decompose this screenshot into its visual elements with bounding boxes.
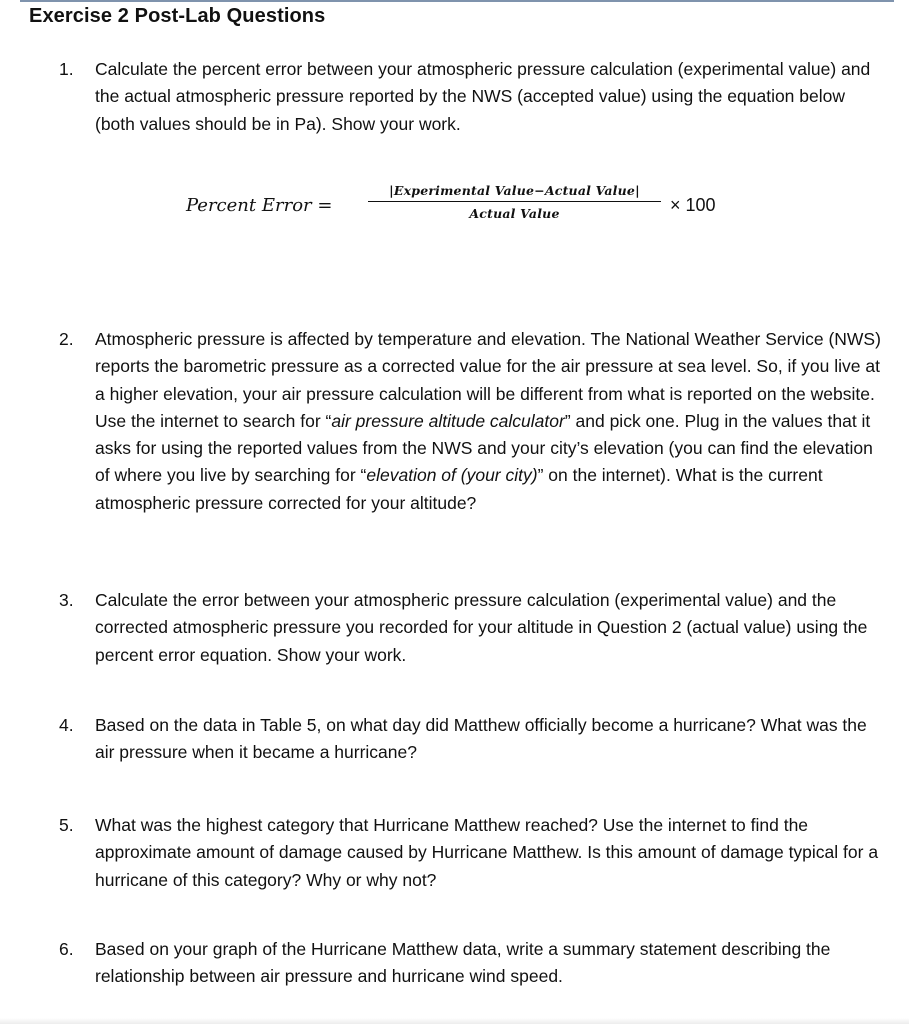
question-6 bbox=[59, 936, 889, 991]
formula-denominator: Actual Value bbox=[469, 206, 560, 221]
question-text bbox=[95, 326, 889, 517]
top-rule bbox=[20, 0, 894, 2]
question-text-segment: Atmospheric pressure is affected by temperature and elevation. The National Weather Service (NWS) reports the barometric pressure as a corrected value for the air pressure at sea level. So, if you live at a higher elevation, your air pressure calculation will be different from what is reported on the website. Use the internet to search for “ bbox=[95, 329, 881, 431]
question-number: 4. bbox=[59, 715, 74, 735]
question-text-italic: elevation of (your city) bbox=[366, 465, 538, 486]
question-text-segment: Based on the data in Table 5, on what day did Matthew officially become a hurricane? What was the air pressure when it became a hurricane? bbox=[95, 715, 867, 763]
question-text-segment: Calculate the percent error between your atmospheric pressure calculation (experimental value) and the actual atmospheric pressure reported by the NWS (accepted value) using the equation below (both values should be in Pa). Show your work. bbox=[95, 59, 871, 134]
question-text bbox=[95, 936, 889, 991]
question-5 bbox=[59, 812, 889, 894]
question-4 bbox=[59, 712, 889, 767]
question-text-italic: air pressure altitude calculator bbox=[331, 410, 565, 431]
question-3 bbox=[59, 587, 889, 669]
formula-numerator: |Experimental Value−Actual Value| bbox=[368, 183, 661, 202]
question-text-segment: What was the highest category that Hurricane Matthew reached? Use the internet to find the approximate amount of damage caused by Hurricane Matthew. Is this amount of damage typical for a hurricane of this category? Why or why not? bbox=[95, 815, 879, 890]
question-text-segment: ” and pick one. Plug in the values that it asks for using the reported values from the NWS and your city’s elevation (you can find the elevation of where you live by searching for “ bbox=[95, 410, 873, 486]
formula-lhs: Percent Error = bbox=[186, 195, 333, 216]
question-text bbox=[95, 587, 889, 669]
formula-fraction bbox=[368, 183, 661, 221]
question-text bbox=[95, 712, 889, 767]
question-number: 1. bbox=[59, 59, 74, 79]
question-number: 5. bbox=[59, 815, 74, 835]
question-2 bbox=[59, 326, 889, 517]
question-text-segment: Based on your graph of the Hurricane Matthew data, write a summary statement describing the relationship between air pressure and hurricane wind speed. bbox=[95, 939, 831, 987]
question-number: 2. bbox=[59, 329, 74, 349]
question-text-segment: Calculate the error between your atmospheric pressure calculation (experimental value) and the corrected atmospheric pressure you recorded for your altitude in Question 2 (actual value) using the percent error equation. Show your work. bbox=[95, 590, 868, 665]
question-number: 6. bbox=[59, 939, 74, 959]
question-text-segment: ” on the internet). What is the current atmospheric pressure corrected for your altitude? bbox=[95, 465, 823, 513]
question-1 bbox=[59, 56, 889, 138]
question-number: 3. bbox=[59, 590, 74, 610]
bottom-shade bbox=[0, 1018, 909, 1024]
question-text bbox=[95, 812, 889, 894]
question-text bbox=[95, 56, 889, 138]
formula-rhs: × 100 bbox=[670, 195, 716, 215]
page-title: Exercise 2 Post-Lab Questions bbox=[29, 5, 326, 27]
